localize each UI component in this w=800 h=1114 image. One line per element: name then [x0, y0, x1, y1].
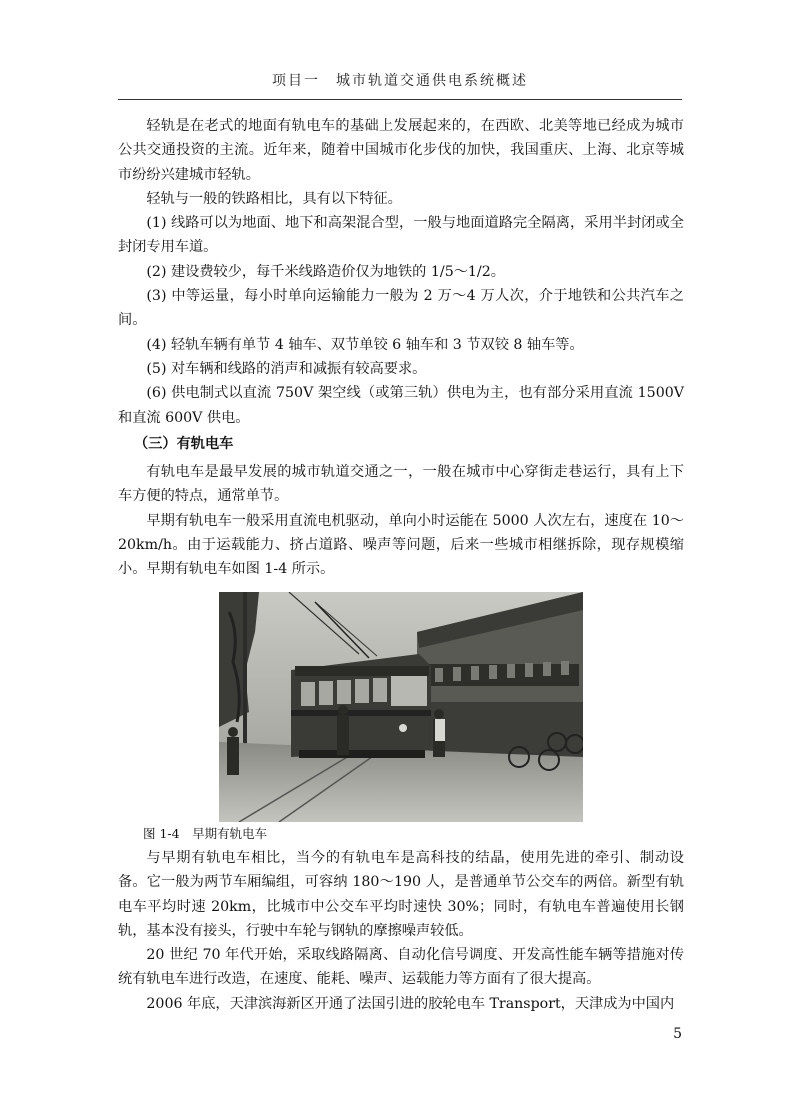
figure-caption: 图 1-4 早期有轨电车 [143, 825, 268, 841]
list-item: (1) 线路可以为地面、地下和高架混合型，一般与地面道路完全隔离，采用半封闭或全封闭专用车道。 [118, 215, 684, 256]
tram-photo [219, 592, 583, 822]
paragraph: 轻轨是在老式的地面有轨电车的基础上发展起来的，在西欧、北美等地已经成为城市公共交通投资的主流。近年来，随着中国城市化步伐的加快，我国重庆、上海、北京等城市纷纷兴建城市轻轨。 [118, 118, 684, 183]
paragraph: 20 世纪 70 年代开始，采取线路隔离、自动化信号调度、开发高性能车辆等措施对传统有轨电车进行改造，在速度、能耗、噪声、运载能力等方面有了很大提高。 [118, 947, 684, 988]
running-header: 项目一 城市轨道交通供电系统概述 [272, 73, 528, 89]
paragraph: 有轨电车是最早发展的城市轨道交通之一，一般在城市中心穿街走巷运行，具有上下车方便的特点，通常单节。 [118, 464, 684, 505]
list-item: (5) 对车辆和线路的消声和减振有较高要求。 [146, 360, 427, 377]
list-item: (4) 轻轨车辆有单节 4 轴车、双节单铰 6 轴车和 3 节双铰 8 轴车等。 [146, 336, 584, 353]
paragraph: 早期有轨电车一般采用直流电机驱动，单向小时运能在 5000 人次左右，速度在 10～20km/h。由于运载能力、挤占道路、噪声等问题，后来一些城市相继拆除，现存规模缩小。早期有轨电车如图 1-4 所示。 [118, 512, 684, 578]
paragraph: 与早期有轨电车相比，当今的有轨电车是高科技的结晶，使用先进的牵引、制动设备。它一般为两节车厢编组，可容纳 180～190 人，是普通单节公交车的两倍。新型有轨电车平均时速 20km，比城市中公交车平均时速快 30%；同时，有轨电车普遍使用长钢轨，基本没有接头，行驶中车轮与钢轨的摩擦噪声较低。 [118, 849, 684, 939]
header-rule [118, 99, 682, 100]
paragraph: 2006 年底，天津滨海新区开通了法国引进的胶轮电车 Transport，天津成为中国内 [146, 995, 675, 1012]
body-text [118, 114, 684, 1016]
list-item: (2) 建设费较少，每千米线路造价仅为地铁的 1/5～1/2。 [146, 263, 505, 280]
list-item: (3) 中等运量，每小时单向运输能力一般为 2 万～4 万人次，介于地铁和公共汽车之间。 [118, 288, 684, 329]
list-item: (6) 供电制式以直流 750V 架空线（或第三轨）供电为主，也有部分采用直流 1500V 和直流 600V 供电。 [118, 385, 684, 426]
section-heading: （三）有轨电车 [134, 435, 234, 452]
paragraph: 轻轨与一般的铁路相比，具有以下特征。 [146, 190, 402, 207]
page-number: 5 [673, 1026, 682, 1042]
